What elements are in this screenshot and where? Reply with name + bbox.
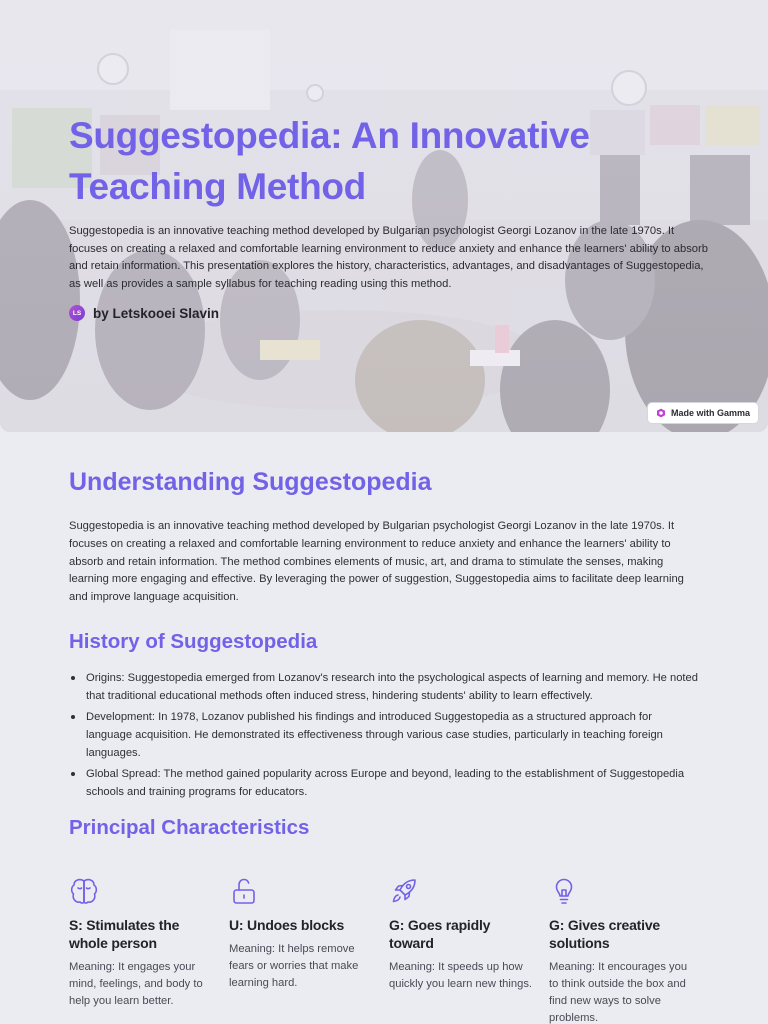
characteristics-cards bbox=[69, 876, 709, 1024]
characteristic-text: Meaning: It helps remove fears or worries that make learning hard. bbox=[229, 943, 359, 989]
history-item-development: Development: In 1978, Lozanov published his findings and introduced Suggestopedia as a structured approach for language acquisition. He demonstrated its effectiveness through various case studies, particularly in teaching foreign languages. bbox=[69, 708, 701, 762]
understanding-text: Suggestopedia is an innovative teaching method developed by Bulgarian psychologist Georgi Lozanov in the late 1970s. It focuses on creating a relaxed and comfortable learning environment to reduce anxiety and enhance the learners' ability to absorb and retain information. The method combines elements of music, art, and drama to stimulate the senses, making learning more engaging and effective. By leveraging the power of suggestion, Suggestopedia aims to facilitate deep learning and improve language acquisition. bbox=[69, 520, 684, 604]
hero-overlay bbox=[0, 0, 768, 432]
made-with-gamma-badge[interactable] bbox=[647, 402, 759, 424]
history-list bbox=[69, 669, 701, 801]
history-item-global-spread: Global Spread: The method gained popularity across Europe and beyond, leading to the establishment of Suggestopedia schools and training programs for educators. bbox=[69, 765, 701, 801]
characteristic-title: G: Goes rapidly toward bbox=[389, 917, 491, 951]
author-avatar: LS bbox=[69, 305, 85, 321]
characteristic-text: Meaning: It encourages you to think outside the box and find new ways to solve problems. bbox=[549, 961, 688, 1024]
characteristic-title: S: Stimulates the whole person bbox=[69, 917, 180, 951]
hero-section bbox=[0, 0, 768, 432]
gamma-logo-icon bbox=[656, 408, 666, 418]
unlock-icon bbox=[229, 876, 259, 906]
history-item-origins: Origins: Suggestopedia emerged from Lozanov's research into the psychological aspects of learning and memory. He noted that traditional educational methods often induced stress, hindering students' ability to learn effectively. bbox=[69, 669, 701, 705]
presentation-title: Suggestopedia: An Innovative Teaching Method bbox=[69, 115, 590, 207]
characteristic-text: Meaning: It speeds up how quickly you learn new things. bbox=[389, 961, 533, 990]
lightbulb-icon bbox=[549, 876, 579, 906]
understanding-heading: Understanding Suggestopedia bbox=[69, 468, 432, 496]
gamma-badge-label: Made with Gamma bbox=[670, 408, 751, 418]
presentation-description: Suggestopedia is an innovative teaching method developed by Bulgarian psychologist Georgi Lozanov in the late 1970s. It focuses on creating a relaxed and comfortable learning environment to reduce anxiety and enhance the learners' ability to absorb and retain information. This presentation explores the history, characteristics, advantages, and disadvantages of Suggestopedia, as well as provides a sample syllabus for teaching reading using this method. bbox=[69, 225, 708, 291]
characteristic-card bbox=[389, 876, 549, 1024]
author-name: by Letskooei Slavin bbox=[93, 305, 220, 321]
brain-icon bbox=[69, 876, 99, 906]
characteristic-title: U: Undoes blocks bbox=[229, 917, 345, 933]
author-row bbox=[69, 305, 219, 321]
history-heading: History of Suggestopedia bbox=[69, 629, 318, 653]
content-section bbox=[69, 462, 701, 845]
characteristic-title: G: Gives creative solutions bbox=[549, 917, 660, 951]
rocket-icon bbox=[389, 876, 419, 906]
characteristic-card bbox=[229, 876, 389, 1024]
characteristic-card bbox=[549, 876, 709, 1024]
characteristics-heading: Principal Characteristics bbox=[69, 815, 310, 839]
characteristic-card bbox=[69, 876, 229, 1024]
characteristic-text: Meaning: It engages your mind, feelings, and body to help you learn better. bbox=[69, 961, 203, 1007]
